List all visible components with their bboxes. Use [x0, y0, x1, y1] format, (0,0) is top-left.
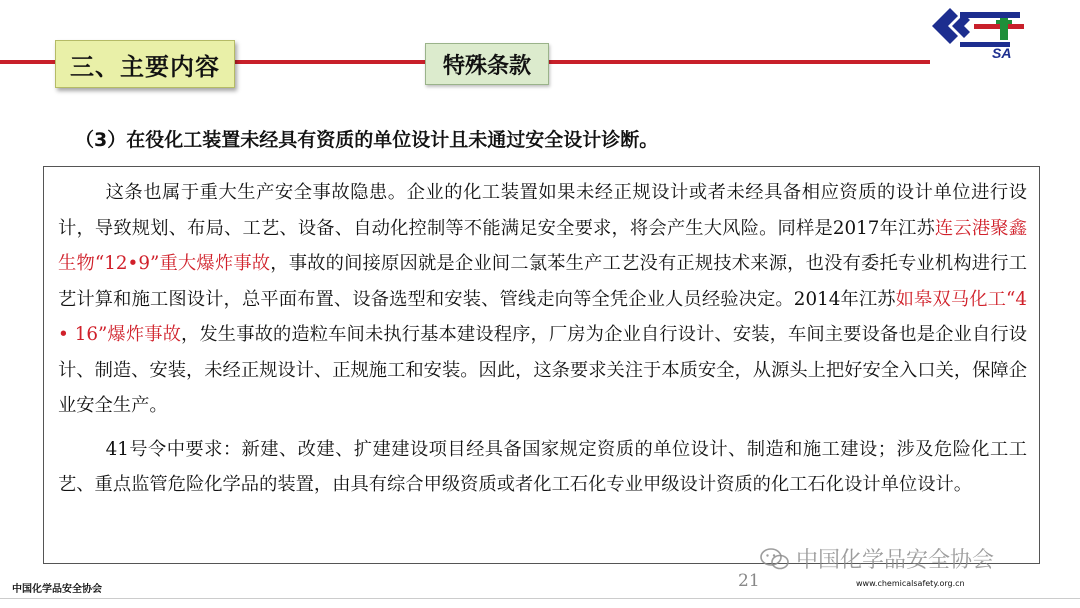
highlighted-accident-name: 如皋双马化工“4 • 16”爆炸事故	[58, 288, 1027, 345]
highlighted-accident-name: 连云港聚鑫生物“12•9”重大爆炸事故	[58, 217, 1028, 274]
footer-url: www.chemicalsafety.org.cn	[856, 579, 965, 588]
footer-divider	[0, 598, 1080, 599]
paragraph-text: 这条也属于重大生产安全事故隐患。企业的化工装置如果未经正规设计或者未经具备相应资质的设计单位进行设计，导致规划、布局、工艺、设备、自动化控制等不能满足安全要求，将会产生大风险。同样是2017年江苏	[58, 182, 1027, 239]
paragraph-1	[58, 175, 1027, 424]
item-heading: （3）在役化工装置未经具有资质的单位设计且未通过安全设计诊断。	[75, 129, 659, 151]
subtitle-badge	[425, 43, 549, 85]
subtitle-text: 特殊条款	[442, 53, 531, 79]
logo-bar-top	[960, 12, 1020, 18]
wechat-icon	[760, 547, 790, 571]
section-title	[55, 40, 235, 88]
paragraph-text: ，发生事故的造粒车间未执行基本建设程序，厂房为企业自行设计、安装，车间主要设备也是企业自行设计、制造、安装，未经正规设计、正规施工和安装。因此，这条要求关注于本质安全，从源头上把好安全入口关，保障企业安全生产。	[58, 324, 1028, 416]
logo-bar-red	[974, 24, 1024, 29]
page-number: 21	[738, 571, 760, 591]
csa-logo	[920, 4, 1038, 60]
paragraph-text: ，事故的间接原因就是企业间二氯苯生产工艺没有正规技术来源，也没有委托专业机构进行工艺计算和施工图设计，总平面布置、设备选型和安装、管线走向等全凭企业人员经验决定。2014年江苏	[58, 253, 1027, 310]
footer-org-name: 中国化学品安全协会	[12, 584, 102, 595]
wechat-watermark	[760, 543, 994, 574]
logo-cross-green	[996, 20, 1012, 24]
watermark-text: 中国化学品安全协会	[796, 548, 995, 573]
logo-text: SA	[992, 45, 1012, 60]
paragraph-2: 41号令中要求：新建、改建、扩建建设项目经具备国家规定资质的单位设计、制造和施工建设；涉及危险化工工艺、重点监管危险化学品的装置，由具有综合甲级资质或者化工石化专业甲级设计资质的化工石化设计单位设计。	[58, 438, 1027, 495]
content-box	[43, 166, 1040, 564]
section-title-text: 三、主要内容	[70, 52, 220, 81]
